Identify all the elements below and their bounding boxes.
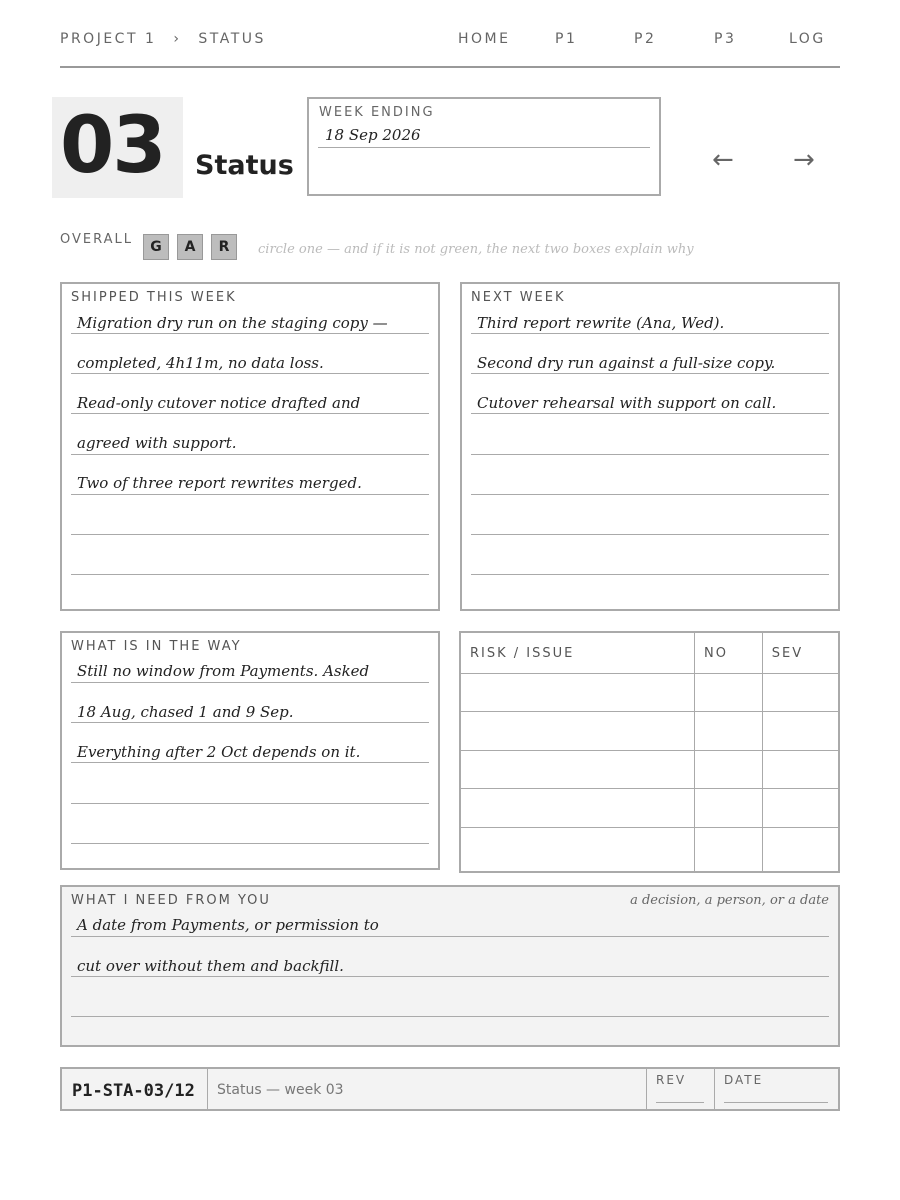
no-cell[interactable] (695, 789, 763, 827)
sev-cell[interactable] (762, 750, 839, 788)
shipped-line-5[interactable]: Two of three report rewrites merged. (77, 474, 362, 492)
next-week-label: NEXT WEEK (471, 290, 566, 305)
risk-header-issue: RISK / ISSUE (460, 632, 695, 674)
risk-cell[interactable] (460, 827, 695, 872)
footer-divider (207, 1069, 208, 1109)
breadcrumb-project[interactable]: PROJECT 1 (60, 31, 157, 47)
footer-title-block (60, 1067, 840, 1111)
table-row (460, 674, 839, 712)
next-week-line-3[interactable]: Cutover rehearsal with support on call. (477, 394, 777, 412)
rev-field[interactable] (656, 1102, 704, 1103)
risk-header-sev: SEV (762, 632, 839, 674)
table-row (460, 750, 839, 788)
risk-table-header (460, 632, 839, 674)
in-the-way-line-2[interactable]: 18 Aug, chased 1 and 9 Sep. (77, 703, 294, 721)
nav-p1[interactable]: P1 (555, 31, 578, 47)
overall-label: OVERALL (60, 232, 133, 247)
need-label: WHAT I NEED FROM YOU (71, 893, 271, 908)
shipped-line-2[interactable]: completed, 4h11m, no data loss. (77, 354, 324, 372)
week-ending-box[interactable] (307, 97, 661, 196)
header-divider (60, 66, 840, 68)
week-ending-label: WEEK ENDING (319, 105, 435, 120)
writing-line (471, 534, 829, 535)
nav-p3[interactable]: P3 (714, 31, 737, 47)
writing-line (471, 333, 829, 334)
writing-line (71, 803, 429, 804)
writing-line (71, 494, 429, 495)
footer-divider (714, 1069, 715, 1109)
sev-cell[interactable] (762, 789, 839, 827)
next-week-line-2[interactable]: Second dry run against a full-size copy. (477, 354, 776, 372)
writing-line (71, 574, 429, 575)
writing-line (71, 722, 429, 723)
document-description: Status — week 03 (217, 1082, 344, 1098)
risk-cell[interactable] (460, 750, 695, 788)
table-row (460, 712, 839, 750)
breadcrumb-separator: › (173, 31, 182, 47)
shipped-line-1[interactable]: Migration dry run on the staging copy — (77, 314, 388, 332)
risk-header-no: NO (695, 632, 763, 674)
need-panel (60, 885, 840, 1047)
in-the-way-line-1[interactable]: Still no window from Payments. Asked (77, 662, 370, 680)
need-note: a decision, a person, or a date (630, 893, 829, 908)
writing-line (471, 454, 829, 455)
breadcrumb (60, 31, 276, 47)
rag-amber-option[interactable]: A (177, 234, 203, 260)
risk-cell[interactable] (460, 712, 695, 750)
writing-line (71, 843, 429, 844)
writing-line (71, 936, 829, 937)
week-ending-value[interactable]: 18 Sep 2026 (325, 126, 421, 144)
writing-line (471, 494, 829, 495)
writing-line (471, 413, 829, 414)
in-the-way-line-3[interactable]: Everything after 2 Oct depends on it. (77, 743, 361, 761)
nav-p2[interactable]: P2 (634, 31, 657, 47)
writing-line (471, 373, 829, 374)
risk-cell[interactable] (460, 674, 695, 712)
previous-arrow-icon[interactable]: ← (712, 145, 734, 175)
writing-line (71, 1016, 829, 1017)
sev-cell[interactable] (762, 674, 839, 712)
need-line-1[interactable]: A date from Payments, or permission to (77, 916, 379, 934)
writing-line (71, 454, 429, 455)
writing-line (71, 534, 429, 535)
next-week-line-1[interactable]: Third report rewrite (Ana, Wed). (477, 314, 725, 332)
shipped-panel (60, 282, 440, 611)
nav-log[interactable]: LOG (789, 31, 826, 47)
rag-red-option[interactable]: R (211, 234, 237, 260)
writing-line (471, 574, 829, 575)
nav-home[interactable]: HOME (458, 31, 511, 47)
no-cell[interactable] (695, 827, 763, 872)
rev-label: REV (656, 1073, 687, 1087)
shipped-label: SHIPPED THIS WEEK (71, 290, 237, 305)
shipped-line-3[interactable]: Read-only cutover notice drafted and (77, 394, 361, 412)
date-label: DATE (724, 1073, 764, 1087)
writing-line (71, 976, 829, 977)
writing-line (71, 333, 429, 334)
need-line-2[interactable]: cut over without them and backfill. (77, 957, 344, 975)
no-cell[interactable] (695, 674, 763, 712)
overall-hint: circle one — and if it is not green, the next two boxes explain why (258, 242, 694, 257)
shipped-line-4[interactable]: agreed with support. (77, 434, 237, 452)
writing-line (71, 373, 429, 374)
page-title: Status (195, 150, 294, 181)
in-the-way-label: WHAT IS IN THE WAY (71, 639, 242, 654)
document-code: P1-STA-03/12 (72, 1081, 195, 1101)
table-row (460, 789, 839, 827)
no-cell[interactable] (695, 750, 763, 788)
rag-green-option[interactable]: G (143, 234, 169, 260)
risk-cell[interactable] (460, 789, 695, 827)
table-row (460, 827, 839, 872)
writing-line (71, 762, 429, 763)
no-cell[interactable] (695, 712, 763, 750)
sev-cell[interactable] (762, 712, 839, 750)
breadcrumb-page: STATUS (198, 31, 266, 47)
footer-divider (646, 1069, 647, 1109)
in-the-way-panel (60, 631, 440, 870)
next-week-panel (460, 282, 840, 611)
writing-line (71, 682, 429, 683)
sev-cell[interactable] (762, 827, 839, 872)
writing-line (71, 413, 429, 414)
week-ending-line (318, 147, 650, 148)
risk-table (459, 631, 840, 873)
next-arrow-icon[interactable]: → (793, 145, 815, 175)
page-number: 03 (52, 97, 183, 198)
date-field[interactable] (724, 1102, 828, 1103)
